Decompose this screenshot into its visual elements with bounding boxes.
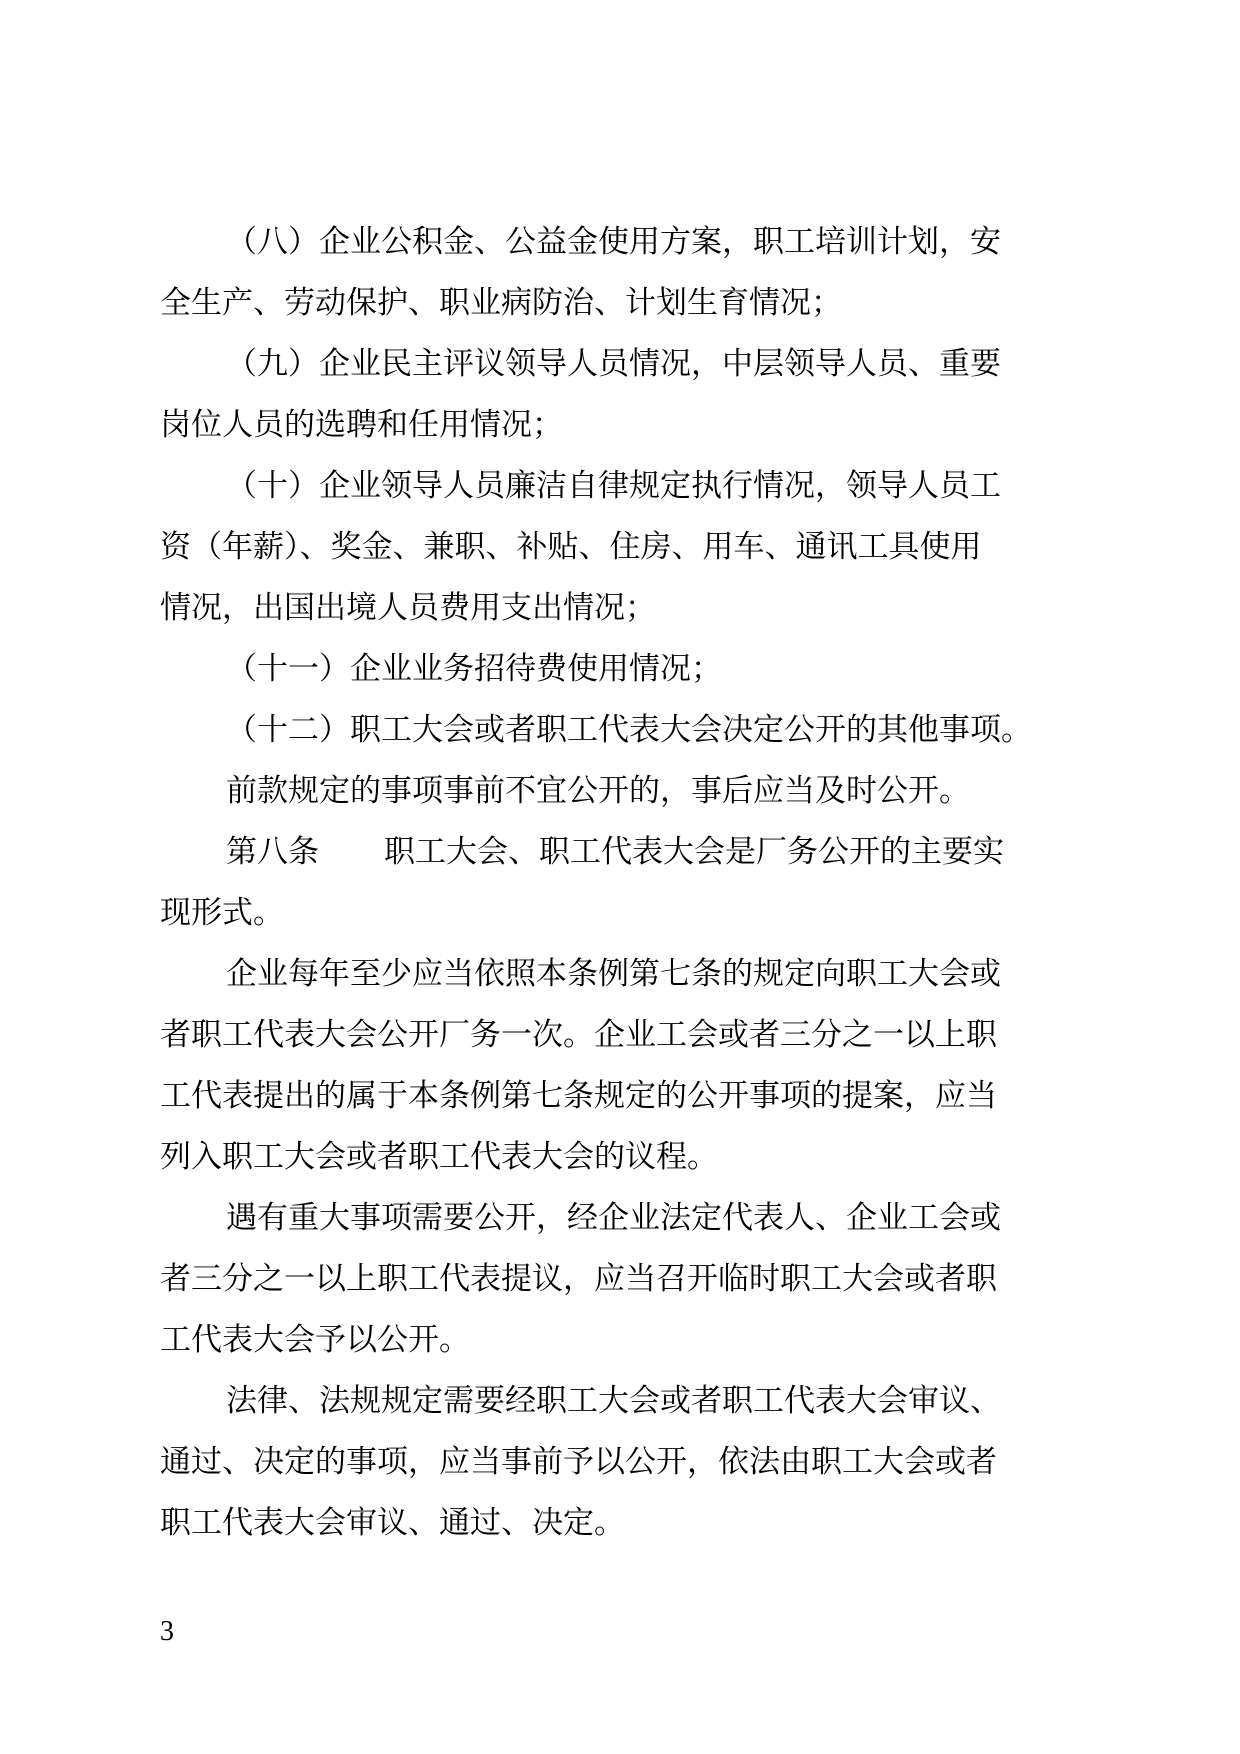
text-line: 企业每年至少应当依照本条例第七条的规定向职工大会或 [226,956,1001,992]
text-line: （十）企业领导人员廉洁自律规定执行情况，领导人员工 [226,468,1001,504]
text-line: 工代表大会予以公开。 [160,1322,470,1358]
text-line: 岗位人员的选聘和任用情况； [160,407,563,443]
text-line: 法律、法规规定需要经职工大会或者职工代表大会审议、 [226,1383,1001,1419]
text-line: 列入职工大会或者职工代表大会的议程。 [160,1139,718,1175]
text-line: 通过、决定的事项，应当事前予以公开，依法由职工大会或者 [160,1444,997,1480]
article-heading-line [160,822,1080,883]
document-body [160,212,1080,1554]
text-line: 资（年薪）、奖金、兼职、补贴、住房、用车、通讯工具使用 [160,529,982,565]
text-line: 前款规定的事项事前不宜公开的，事后应当及时公开。 [226,773,970,809]
text-line: （十一）企业业务招待费使用情况； [226,651,722,687]
text-line: 现形式。 [160,895,284,931]
text-line: 者三分之一以上职工代表提议，应当召开临时职工大会或者职 [160,1261,997,1297]
text-line: 情况，出国出境人员费用支出情况； [160,590,656,626]
text-line: 职工代表大会审议、通过、决定。 [160,1505,625,1541]
text-line: 遇有重大事项需要公开，经企业法定代表人、企业工会或 [226,1200,1001,1236]
text-line: （十二）职工大会或者职工代表大会决定公开的其他事项。 [226,712,1032,748]
text-line: 全生产、劳动保护、职业病防治、计划生育情况； [160,285,842,321]
article-number: 第八条 [226,834,319,870]
text-line: 者职工代表大会公开厂务一次。企业工会或者三分之一以上职 [160,1017,997,1053]
article-text: 职工大会、职工代表大会是厂务公开的主要实 [384,834,1004,870]
page-number: 3 [160,1616,174,1647]
text-line: （八）企业公积金、公益金使用方案，职工培训计划，安 [226,224,1001,260]
text-line: （九）企业民主评议领导人员情况，中层领导人员、重要 [226,346,1001,382]
text-line: 工代表提出的属于本条例第七条规定的公开事项的提案，应当 [160,1078,997,1114]
